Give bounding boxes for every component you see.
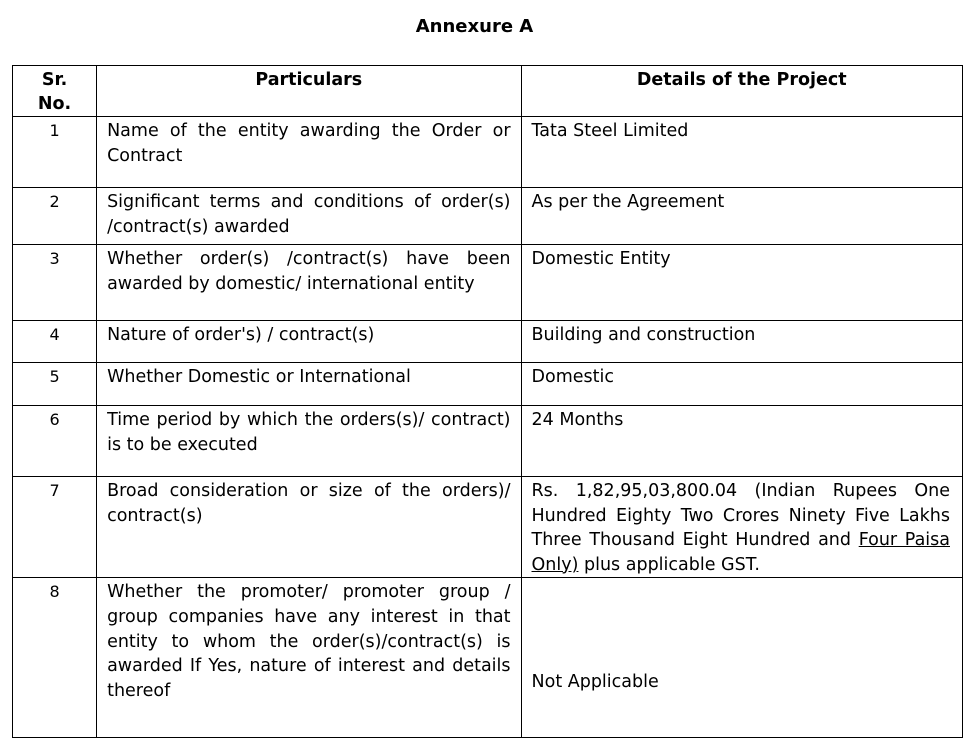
row-details-main: Rs. 1,82,95,03,800.04 (Indian Rupees One Hundred Eighty Two Crores Ninety Five Lakhs Three Thousand Eight Hundred and <box>531 481 950 551</box>
row-particulars: Significant terms and conditions of order(s) /contract(s) awarded <box>97 188 521 245</box>
table-row <box>13 245 963 321</box>
row-particulars: Broad consideration or size of the orders)/ contract(s) <box>97 477 521 578</box>
row-sr: 5 <box>13 363 97 406</box>
row-sr: 1 <box>13 117 97 188</box>
row-sr: 2 <box>13 188 97 245</box>
row-details: Domestic <box>521 363 962 406</box>
header-sr-no-line2: No. <box>37 94 72 114</box>
row-sr: 3 <box>13 245 97 321</box>
row-details: Domestic Entity <box>521 245 962 321</box>
header-particulars: Particulars <box>97 66 521 117</box>
row-details: Building and construction <box>521 321 962 363</box>
table-row <box>13 406 963 477</box>
row-details-tail: plus applicable GST. <box>578 554 760 575</box>
table-row <box>13 477 963 578</box>
table-row <box>13 578 963 738</box>
row-details <box>521 477 962 578</box>
row-details-underlined: Four Paisa Only) <box>531 530 950 575</box>
table-row <box>13 117 963 188</box>
table-row <box>13 363 963 406</box>
header-sr-no <box>13 66 97 117</box>
header-details: Details of the Project <box>521 66 962 117</box>
row-details: Not Applicable <box>521 578 962 738</box>
row-particulars: Whether Domestic or International <box>97 363 521 406</box>
table-row <box>13 188 963 245</box>
row-sr: 6 <box>13 406 97 477</box>
row-details: Tata Steel Limited <box>521 117 962 188</box>
row-sr: 4 <box>13 321 97 363</box>
header-sr-no-line1: Sr. <box>41 70 68 90</box>
row-sr: 8 <box>13 578 97 738</box>
annexure-table <box>12 65 963 738</box>
row-particulars: Whether order(s) /contract(s) have been awarded by domestic/ international entity <box>97 245 521 321</box>
page-title: Annexure A <box>415 16 534 37</box>
row-particulars: Time period by which the orders(s)/ contract) is to be executed <box>97 406 521 477</box>
table-header-row <box>13 66 963 117</box>
row-details: 24 Months <box>521 406 962 477</box>
row-details: As per the Agreement <box>521 188 962 245</box>
row-particulars: Nature of order's) / contract(s) <box>97 321 521 363</box>
row-particulars: Whether the promoter/ promoter group / group companies have any interest in that entity to whom the order(s)/contract(s) is awarded If Yes, nature of interest and details thereof <box>97 578 521 738</box>
table-row <box>13 321 963 363</box>
row-particulars: Name of the entity awarding the Order or Contract <box>97 117 521 188</box>
row-sr: 7 <box>13 477 97 578</box>
